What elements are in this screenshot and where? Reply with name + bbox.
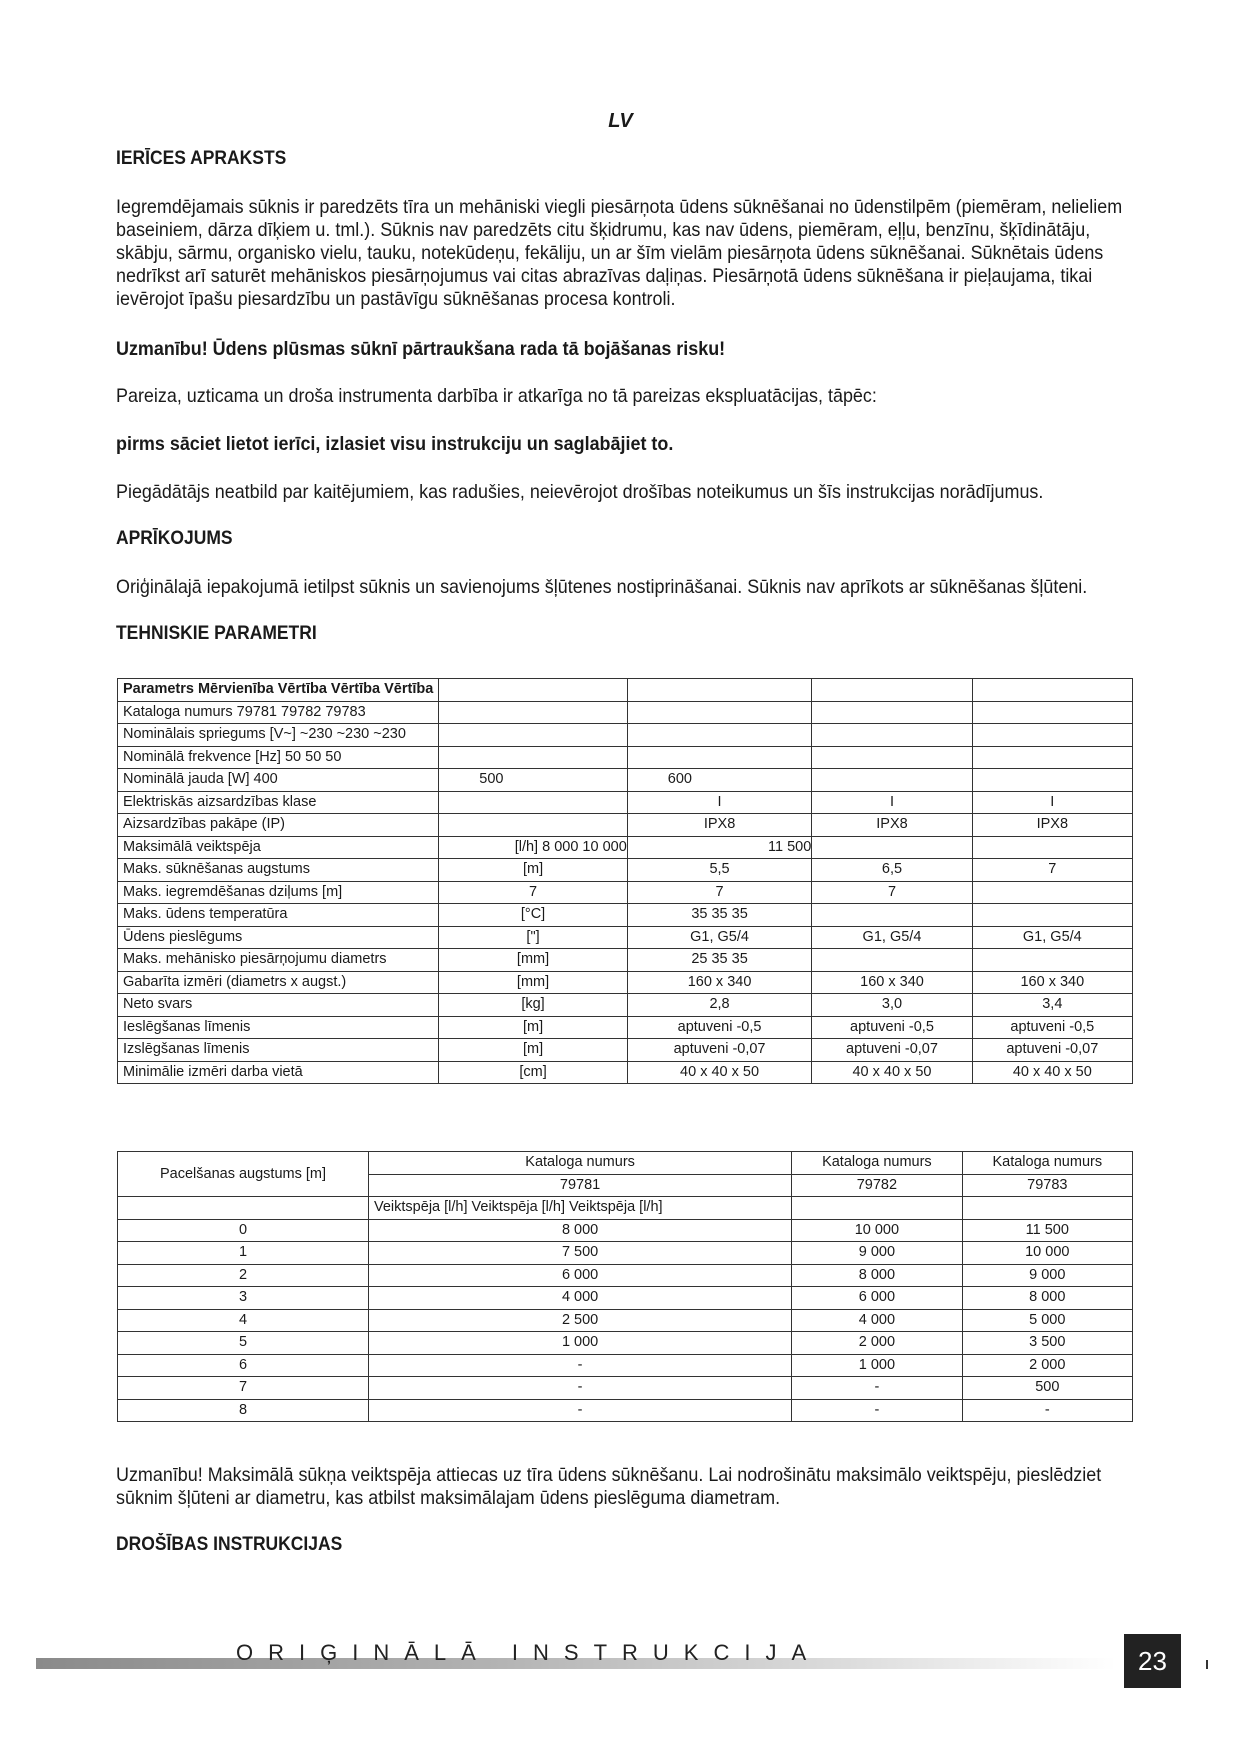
table-cell: 1 [118,1242,369,1265]
table-cell [972,701,1132,724]
reliability-text: Pareiza, uzticama un droša instrumenta darbība ir atkarīga no tā pareizas ekspluatācijas, tāpēc: [116,385,877,407]
table-cell: aptuveni -0,5 [972,1016,1132,1039]
table-cell [627,724,812,747]
table-cell: [mm] [439,971,628,994]
table-cell: G1, G5/4 [627,926,812,949]
table-row [118,1287,1133,1310]
table-cell: aptuveni -0,07 [972,1039,1132,1062]
table-cell [627,701,812,724]
table-cell: 3 [118,1287,369,1310]
table-cell: Ūdens pieslēgums [118,926,439,949]
table-cell: IPX8 [972,814,1132,837]
table-cell [972,904,1132,927]
table-row [118,724,1133,747]
table-cell: 40 x 40 x 50 [972,1061,1132,1084]
table-cell [972,769,1132,792]
table-cell: 9 000 [792,1242,962,1265]
table-cell: 5,5 [627,859,812,882]
table-row [118,949,1133,972]
table-cell: [l/h] 8 000 10 000 [439,836,628,859]
table-cell: 160 x 340 [972,971,1132,994]
table-cell: 3,4 [972,994,1132,1017]
table-cell: Nominālā jauda [W] 400 [118,769,439,792]
table-cell: 8 [118,1399,369,1422]
table-cell: IPX8 [627,814,812,837]
performance-header: Veiktspēja [l/h] Veiktspēja [l/h] Veiktspēja [l/h] [369,1197,792,1220]
table-cell: 2 [118,1264,369,1287]
table-cell: ["] [439,926,628,949]
table-cell: - [792,1377,962,1400]
table-cell: 2,8 [627,994,812,1017]
footer-tick [1206,1660,1208,1669]
table-cell [439,701,628,724]
table-row [118,1332,1133,1355]
model-number: 79782 [792,1174,962,1197]
table-cell: 4 [118,1309,369,1332]
table-cell [627,746,812,769]
table-row [118,971,1133,994]
table-row [118,814,1133,837]
table-cell: 5 [118,1332,369,1355]
table-row [118,1309,1133,1332]
table-cell: - [792,1399,962,1422]
table-cell: 7 [118,1377,369,1400]
table-cell [812,724,972,747]
catalog-label: Kataloga numurs [962,1152,1132,1175]
table-cell: 2 000 [962,1354,1132,1377]
table-cell: 4 000 [369,1287,792,1310]
tech-params-heading: TEHNISKIE PARAMETRI [116,623,317,644]
table-cell: G1, G5/4 [972,926,1132,949]
table-cell: 600 [627,769,812,792]
table-cell: 7 [439,881,628,904]
table-row [118,1242,1133,1265]
performance-table [117,1151,1133,1422]
table-cell [439,746,628,769]
table-cell: 6,5 [812,859,972,882]
table-cell: 10 000 [962,1242,1132,1265]
table-cell: aptuveni -0,07 [627,1039,812,1062]
table-cell: 8 000 [792,1264,962,1287]
model-number: 79783 [962,1174,1132,1197]
table-cell: Nominālā frekvence [Hz] 50 50 50 [118,746,439,769]
table-row [118,1377,1133,1400]
table-cell: 11 500 [962,1219,1132,1242]
table-row [118,769,1133,792]
table-cell: 160 x 340 [812,971,972,994]
table-row [118,1039,1133,1062]
table-cell [812,836,972,859]
table-cell: Elektriskās aizsardzības klase [118,791,439,814]
table-cell: [m] [439,859,628,882]
table-cell [812,769,972,792]
table-cell: Kataloga numurs 79781 79782 79783 [118,701,439,724]
table-row [118,859,1133,882]
table-cell: 1 000 [792,1354,962,1377]
table-cell: 7 [627,881,812,904]
table-cell: - [369,1399,792,1422]
table-cell: aptuveni -0,5 [627,1016,812,1039]
equipment-text: Oriģinālajā iepakojumā ietilpst sūknis un savienojums šļūtenes nostiprināšanai. Sūknis nav aprīkots ar sūknēšanas šļūteni. [116,576,1088,598]
catalog-label: Kataloga numurs [792,1152,962,1175]
table-cell: [m] [439,1016,628,1039]
safety-heading: DROŠĪBAS INSTRUKCIJAS [116,1534,343,1555]
table-cell: G1, G5/4 [812,926,972,949]
table-row [118,904,1133,927]
table-cell [972,949,1132,972]
table-cell: [cm] [439,1061,628,1084]
table-cell [439,724,628,747]
table-row [118,1399,1133,1422]
table-cell: 3 500 [962,1332,1132,1355]
table-cell [972,881,1132,904]
table-cell: Maks. sūknēšanas augstums [118,859,439,882]
equipment-heading: APRĪKOJUMS [116,528,233,549]
table-cell [439,791,628,814]
table-cell: aptuveni -0,07 [812,1039,972,1062]
table-cell: [mm] [439,949,628,972]
page-number: 23 [1124,1634,1181,1688]
table-cell: 40 x 40 x 50 [812,1061,972,1084]
table-cell: IPX8 [812,814,972,837]
table-row [118,701,1133,724]
table-row [118,1061,1133,1084]
table-cell [812,904,972,927]
table-cell: 11 500 [627,836,812,859]
table-cell: - [369,1354,792,1377]
table-cell: 10 000 [792,1219,962,1242]
table-cell: 6 000 [792,1287,962,1310]
description-heading: IERĪCES APRAKSTS [116,148,287,169]
table-cell: 160 x 340 [627,971,812,994]
table-cell: Ieslēgšanas līmenis [118,1016,439,1039]
table-cell: Aizsardzības pakāpe (IP) [118,814,439,837]
table-cell: Gabarīta izmēri (diametrs x augst.) [118,971,439,994]
table-cell: Maks. ūdens temperatūra [118,904,439,927]
table-row [118,1264,1133,1287]
table-cell: 40 x 40 x 50 [627,1061,812,1084]
table-cell [972,836,1132,859]
table-cell: 3,0 [812,994,972,1017]
note-text: Uzmanību! Maksimālā sūkņa veiktspēja attiecas uz tīra ūdens sūknēšanu. Lai nodrošinātu maksimālo veiktspēju, pieslēdziet sūknim šļūteni ar diametru, kas atbilst maksimālajam ūdens pieslēguma diametram. [116,1464,1102,1509]
table-cell: 7 [972,859,1132,882]
table-cell: 500 [439,769,628,792]
table-cell: 0 [118,1219,369,1242]
table-cell: aptuveni -0,5 [812,1016,972,1039]
read-instructions-text: pirms sāciet lietot ierīci, izlasiet visu instrukciju un saglabājiet to. [116,433,674,455]
table-cell [812,701,972,724]
table-row [118,926,1133,949]
table-cell: [kg] [439,994,628,1017]
table-cell: Maks. mehānisko piesārņojumu diametrs [118,949,439,972]
table-cell: I [627,791,812,814]
liability-text: Piegādātājs neatbild par kaitējumiem, kas radušies, neievērojot drošības noteikumus un šīs instrukcijas norādījumus. [116,481,1044,503]
description-paragraph: Iegremdējamais sūknis ir paredzēts tīra un mehāniski viegli piesārņota ūdens sūknēšanai no ūdenstilpēm (piemēram, nelieliem baseiniem, dārza dīķiem u. tml.). Sūknis nav paredzēts citu šķidrumu, kas nav ūdens, piemēram, eļļu, benzīnu, šķīdinātāju, skābju, sārmu, organisko vielu, tauku, notekūdeņu, fekāliju, un ar šīm vielām piesārņota ūdens sūknēšanai. Sūknētais ūdens nedrīkst arī saturēt mehāniskos piesārņojumus vai citas abrazīvas daļiņas. Piesārņotā ūdens sūknēšana ir pieļaujama, tikai ievērojot īpašu piesardzību un pastāvīgu sūknēšanas procesa kontroli. [116,196,1123,310]
table-row [118,1354,1133,1377]
table-cell: Maks. iegremdēšanas dziļums [m] [118,881,439,904]
table-cell: I [972,791,1132,814]
table-row [118,746,1133,769]
footer-label: ORIĢINĀLĀ INSTRUKCIJA [236,1640,822,1665]
table-cell: 25 35 35 [627,949,812,972]
table-cell: 2 500 [369,1309,792,1332]
table-cell: Izslēgšanas līmenis [118,1039,439,1062]
table-cell: - [962,1399,1132,1422]
table-header-row [118,679,1133,702]
table-cell: 1 000 [369,1332,792,1355]
table-cell: Minimālie izmēri darba vietā [118,1061,439,1084]
table-cell: [m] [439,1039,628,1062]
table-row [118,1016,1133,1039]
table-cell: 500 [962,1377,1132,1400]
table-cell: 9 000 [962,1264,1132,1287]
language-code: LV [608,110,633,132]
table-cell: 8 000 [369,1219,792,1242]
table-row [118,791,1133,814]
table-cell: 7 500 [369,1242,792,1265]
table-cell [812,746,972,769]
catalog-label: Kataloga numurs [369,1152,792,1175]
table-cell: I [812,791,972,814]
table-header-cell: Parametrs Mērvienība Vērtība Vērtība Vērtība [118,679,439,702]
table-cell: 4 000 [792,1309,962,1332]
table-cell: Nominālais spriegums [V~] ~230 ~230 ~230 [118,724,439,747]
table-cell: 7 [812,881,972,904]
warning-text: Uzmanību! Ūdens plūsmas sūknī pārtraukšana rada tā bojāšanas risku! [116,338,726,360]
table-cell [439,814,628,837]
table-cell: Neto svars [118,994,439,1017]
table-cell [812,949,972,972]
table-row [118,881,1133,904]
table-cell: 5 000 [962,1309,1132,1332]
lift-height-header: Pacelšanas augstums [m] [118,1152,369,1197]
table-cell [972,724,1132,747]
table-cell [972,746,1132,769]
table-cell: 2 000 [792,1332,962,1355]
table-row [118,836,1133,859]
table-row [118,1219,1133,1242]
table-cell: - [369,1377,792,1400]
table-row [118,994,1133,1017]
table-cell: Maksimālā veiktspēja [118,836,439,859]
table-cell: 8 000 [962,1287,1132,1310]
model-number: 79781 [369,1174,792,1197]
table-cell: 6 [118,1354,369,1377]
table-cell: 35 35 35 [627,904,812,927]
tech-params-table [117,678,1133,1084]
table-cell: 6 000 [369,1264,792,1287]
table-cell: [°C] [439,904,628,927]
